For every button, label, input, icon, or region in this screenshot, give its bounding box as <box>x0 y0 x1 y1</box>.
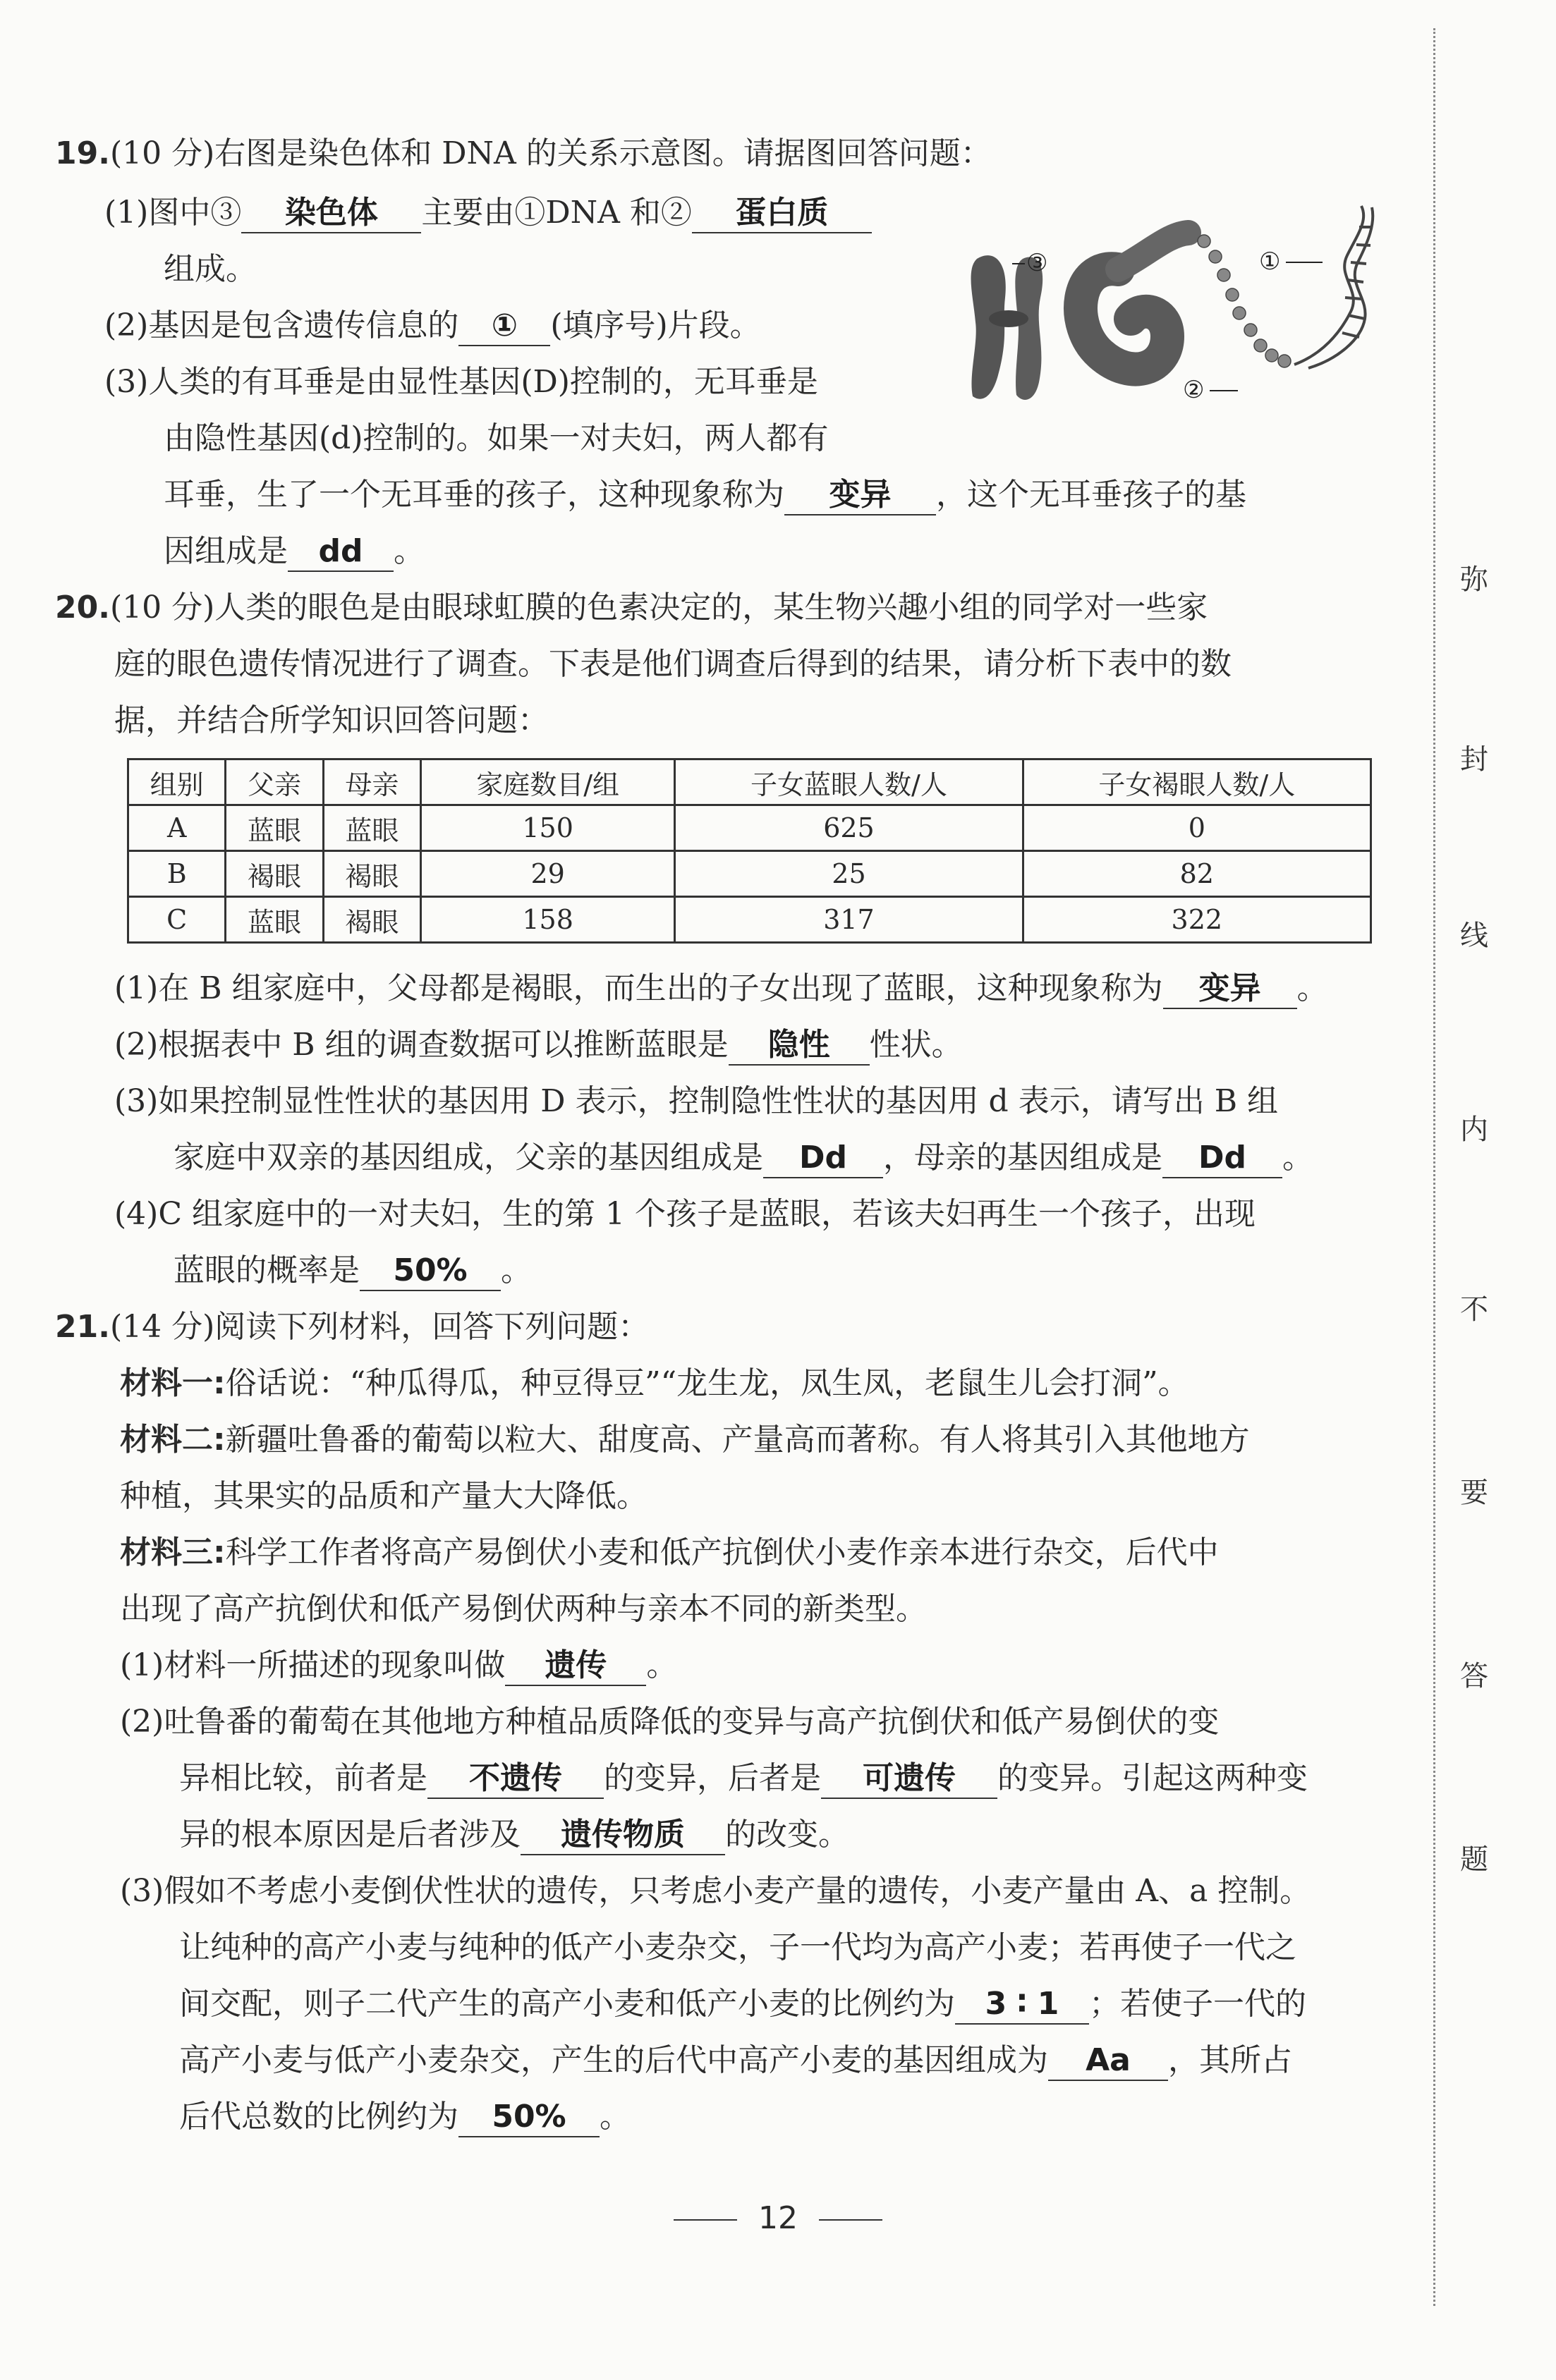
margin-char: 答 <box>1460 1660 1488 1692</box>
q21-material-2-line2: 种植，其果实的品质和产量大大降低。 <box>120 1478 648 1514</box>
figure-label-2: ② <box>1183 376 1205 404</box>
q20-part3-text-c: 。 <box>1282 1140 1313 1176</box>
seal-line-divider <box>1433 28 1435 2306</box>
q21-material-3-line2: 出现了高产抗倒伏和低产易倒伏两种与亲本不同的新类型。 <box>120 1591 927 1627</box>
q20-part2-text-b: 性状。 <box>869 1027 963 1063</box>
q20-part1-text-a: (1)在 B 组家庭中，父母都是褐眼，而生出的子女出现了蓝眼，这种现象称为 <box>114 970 1163 1006</box>
table-cell: 29 <box>420 851 674 897</box>
q21-part2-text-d: 异的根本原因是后者涉及 <box>179 1817 521 1853</box>
table-cell: B <box>128 851 226 897</box>
material-2-label: 材料二: <box>120 1422 226 1458</box>
q21-part1-text-b: 。 <box>646 1647 678 1683</box>
q19-part3-text-c: 因组成是 <box>164 533 288 569</box>
q20-part2-text-a: (2)根据表中 B 组的调查数据可以推断蓝眼是 <box>114 1027 729 1063</box>
q19-heading-text: (10 分)右图是染色体和 DNA 的关系示意图。请据图回答问题： <box>109 135 992 171</box>
q21-part1 <box>120 1644 677 1687</box>
coiled-chromatin <box>1081 233 1189 370</box>
q21-answer-2: 不遗传 <box>427 1759 604 1799</box>
q21-answer-6: Aa <box>1048 2042 1168 2081</box>
table-cell: 褐眼 <box>323 851 420 897</box>
q21-answer-7: 50% <box>458 2098 600 2137</box>
table-cell: 褐眼 <box>323 897 420 943</box>
table-cell: 蓝眼 <box>226 805 323 851</box>
q21-part3-line5 <box>179 2096 631 2138</box>
table-header: 子女蓝眼人数/人 <box>675 759 1023 805</box>
q21-part3-line4 <box>179 2039 1292 2082</box>
q20-heading-line1 <box>55 587 1208 629</box>
table-cell: 0 <box>1023 805 1370 851</box>
q21-part2-line2 <box>179 1757 1308 1800</box>
table-cell: A <box>128 805 226 851</box>
q19-answer-4: 变异 <box>784 476 936 515</box>
q20-part3-text-a: 家庭中双亲的基因组成，父亲的基因组成是 <box>174 1140 763 1176</box>
q20-part1-text-b: 。 <box>1296 970 1328 1006</box>
q20-heading-line2: 庭的眼色遗传情况进行了调查。下表是他们调查后得到的结果，请分析下表中的数 <box>114 646 1232 682</box>
q21-part1-text-a: (1)材料一所描述的现象叫做 <box>120 1647 506 1683</box>
q19-part1-text-a: (1)图中③ <box>104 195 242 231</box>
table-header: 组别 <box>128 759 226 805</box>
table-row <box>128 805 1371 851</box>
q21-part3-text-e: 后代总数的比例约为 <box>179 2099 458 2135</box>
q21-material-2-line1 <box>120 1419 1250 1461</box>
q20-answer-1: 变异 <box>1163 970 1297 1009</box>
q19-answer-2: 蛋白质 <box>692 194 872 233</box>
margin-char: 不 <box>1460 1293 1488 1326</box>
q19-answer-1: 染色体 <box>241 194 421 233</box>
q20-part1 <box>114 968 1328 1010</box>
q21-part3-line1: (3)假如不考虑小麦倒伏性状的遗传，只考虑小麦产量的遗传，小麦产量由 A、a 控制。 <box>120 1873 1311 1909</box>
q19-part3-line1: (3)人类的有耳垂是由显性基因(D)控制的，无耳垂是 <box>104 364 818 400</box>
q20-heading-text: (10 分)人类的眼色是由眼球虹膜的色素决定的，某生物兴趣小组的同学对一些家 <box>109 590 1208 625</box>
q21-part3-text-b: ；若使子一代的 <box>1089 1986 1306 2022</box>
figure-label-1: ① <box>1259 248 1281 276</box>
q19-part3-line2: 由隐性基因(d)控制的。如果一对夫妇，两人都有 <box>164 420 829 456</box>
q20-part4-line2 <box>174 1250 532 1292</box>
table-cell: 317 <box>675 897 1023 943</box>
q21-part2-text-e: 的改变。 <box>725 1817 849 1853</box>
q21-part2-text-a: 异相比较，前者是 <box>179 1760 427 1796</box>
table-header: 子女褐眼人数/人 <box>1023 759 1370 805</box>
q20-part4-text-a: 蓝眼的概率是 <box>174 1252 360 1288</box>
material-3-text: 科学工作者将高产易倒伏小麦和低产抗倒伏小麦作亲本进行杂交，后代中 <box>225 1534 1219 1570</box>
q19-part3-text-d: 。 <box>394 533 425 569</box>
q21-part3-text-a: 间交配，则子二代产生的高产小麦和低产小麦的比例约为 <box>179 1986 955 2022</box>
q20-answer-3: Dd <box>763 1139 883 1178</box>
q21-part3-text-f: 。 <box>600 2099 631 2135</box>
figure-label-3: ③ <box>1026 249 1048 277</box>
q19-part3-line4 <box>164 530 425 573</box>
table-cell: 625 <box>675 805 1023 851</box>
q21-part3-text-d: ，其所占 <box>1168 2042 1292 2078</box>
q19-part2-text-a: (2)基因是包含遗传信息的 <box>104 307 459 343</box>
q21-heading-text: (14 分)阅读下列材料，回答下列问题： <box>109 1309 650 1345</box>
table-cell: 蓝眼 <box>226 897 323 943</box>
q19-answer-5: dd <box>288 532 394 572</box>
q21-heading <box>55 1306 649 1348</box>
q19-part3-text-b: ，这个无耳垂孩子的基 <box>936 477 1246 513</box>
table-cell: 蓝眼 <box>323 805 420 851</box>
q20-part4-line1: (4)C 组家庭中的一对夫妇，生的第 1 个孩子是蓝眼，若该夫妇再生一个孩子，出现 <box>114 1196 1256 1232</box>
q19-part2-text-b: (填序号)片段。 <box>550 307 761 343</box>
table-header: 父亲 <box>226 759 323 805</box>
q21-part3-text-c: 高产小麦与低产小麦杂交，产生的后代中高产小麦的基因组成为 <box>179 2042 1048 2078</box>
table-cell: 150 <box>420 805 674 851</box>
q20-answer-5: 50% <box>360 1252 501 1291</box>
eye-color-table <box>127 758 1372 944</box>
q20-answer-4: Dd <box>1162 1139 1282 1178</box>
q20-answer-2: 隐性 <box>729 1026 870 1066</box>
q21-number: 21. <box>55 1309 110 1345</box>
margin-char: 内 <box>1460 1113 1488 1146</box>
q20-part3-text-b: ，母亲的基因组成是 <box>883 1140 1162 1176</box>
table-cell: 25 <box>675 851 1023 897</box>
q20-part3-line1: (3)如果控制显性性状的基因用 D 表示，控制隐性性状的基因用 d 表示，请写出 B 组 <box>114 1083 1279 1119</box>
q21-answer-3: 可遗传 <box>821 1759 997 1799</box>
q19-part1-text-b: 主要由①DNA 和② <box>421 195 692 231</box>
margin-char: 要 <box>1460 1477 1488 1509</box>
q20-heading-line3: 据，并结合所学知识回答问题： <box>114 702 549 738</box>
q21-part3-line2: 让纯种的高产小麦与纯种的低产小麦杂交，子一代均为高产小麦；若再使子一代之 <box>179 1929 1296 1965</box>
q21-part2-text-c: 的变异。引起这两种变 <box>997 1760 1308 1796</box>
q20-part3-line2 <box>174 1137 1313 1179</box>
margin-char: 弥 <box>1460 563 1488 596</box>
table-header-row <box>128 759 1371 805</box>
q19-part1-line1 <box>104 192 872 234</box>
table-header: 家庭数目/组 <box>420 759 674 805</box>
table-cell: 322 <box>1023 897 1370 943</box>
q20-part2 <box>114 1024 963 1066</box>
table-cell: C <box>128 897 226 943</box>
margin-char: 线 <box>1460 920 1488 952</box>
q21-part3-line3 <box>179 1983 1306 2025</box>
q19-answer-3: ① <box>458 307 550 346</box>
q20-part4-text-b: 。 <box>501 1252 532 1288</box>
q21-material-1 <box>120 1362 1189 1405</box>
margin-char: 封 <box>1460 743 1488 776</box>
page-number <box>0 2200 1556 2236</box>
q19-part3-line3 <box>164 474 1246 516</box>
q21-part2-text-b: 的变异，后者是 <box>604 1760 821 1796</box>
q21-part2-line3 <box>179 1814 849 1856</box>
q19-part2 <box>104 305 761 347</box>
material-1-label: 材料一: <box>120 1365 226 1401</box>
table-cell: 82 <box>1023 851 1370 897</box>
q19-number: 19. <box>55 135 110 171</box>
table-cell: 158 <box>420 897 674 943</box>
q21-answer-5: 3 ∶ 1 <box>955 1985 1089 2025</box>
material-1-text: 俗话说：“种瓜得瓜，种豆得豆”“龙生龙，凤生凤，老鼠生儿会打洞”。 <box>225 1365 1189 1401</box>
dna-double-helix <box>1294 206 1373 368</box>
table-row <box>128 851 1371 897</box>
q21-answer-1: 遗传 <box>505 1647 646 1686</box>
q19-part1-line2: 组成。 <box>164 251 257 287</box>
q21-answer-4: 遗传物质 <box>521 1816 725 1855</box>
q21-part2-line1: (2)吐鲁番的葡萄在其他地方种植品质降低的变异与高产抗倒伏和低产易倒伏的变 <box>120 1704 1220 1740</box>
table-header: 母亲 <box>323 759 420 805</box>
q21-material-3-line1 <box>120 1532 1219 1574</box>
table-cell: 褐眼 <box>226 851 323 897</box>
q20-number: 20. <box>55 590 110 625</box>
q19-heading <box>55 133 992 175</box>
material-3-label: 材料三: <box>120 1534 226 1570</box>
chromosome-dna-figure <box>956 192 1379 446</box>
page-number-text: 12 <box>758 2200 798 2236</box>
margin-char: 题 <box>1460 1843 1488 1876</box>
table-row <box>128 897 1371 943</box>
q19-part3-text-a: 耳垂，生了一个无耳垂的孩子，这种现象称为 <box>164 477 784 513</box>
material-2-text: 新疆吐鲁番的葡萄以粒大、甜度高、产量高而著称。有人将其引入其他地方 <box>225 1422 1250 1458</box>
